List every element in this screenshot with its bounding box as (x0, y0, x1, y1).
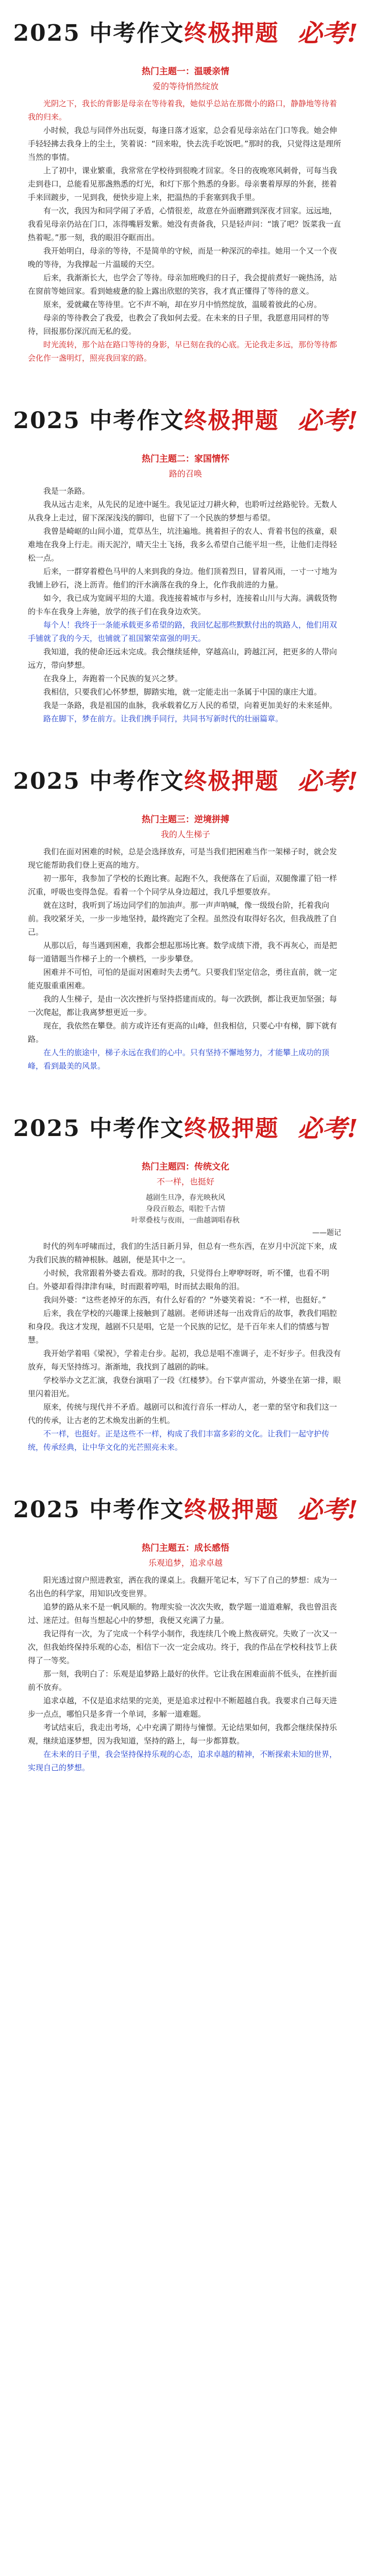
theme-heading: 热门主题三：逆境拼搏 (142, 815, 229, 825)
essay-paragraph: 光阴之下，我长的背影是母亲在等待着我，她似乎总站在那微小的路口，静静地等待着我的归来。 (28, 99, 338, 122)
essay-paragraph: 有一次，我因为和同学闹了矛盾，心情很差，故意在外面磨蹭到深夜才回家。远远地，我看见母亲仍站在门口，冻得嘴唇发紫。她没有责备我，只是轻声问：“饿了吧？饭菜我一直热着呢。”那一刻，我的眼泪夺眶而出。 (28, 206, 341, 242)
banner-title-black: 中考作文 (89, 20, 184, 46)
essay-title: 不一样，也挺好 (156, 1177, 214, 1187)
essay-paragraph: 追梦的路从来不是一帆风顺的。物理实验一次次失败，数学题一道道难解，我也曾沮丧过、迷茫过。但每当想起心中的梦想，我便又充满了力量。 (28, 1602, 338, 1625)
banner-title (13, 762, 279, 795)
essay-title: 爱的等待悄然绽放 (152, 81, 218, 91)
essay-body (28, 1573, 343, 1774)
banner-must: 必考! (297, 19, 358, 48)
essay-paragraph: 我开始明白，母亲的等待，不是简单的守候，而是一种深沉的牵挂。她用一个又一个夜晚的等待，为我撑起一片温暖的天空。 (28, 246, 338, 269)
banner-year: 2025 (13, 768, 81, 794)
essay-paragraph: 我记得有一次，为了完成一个科学小制作，我连续几个晚上熬夜研究。失败了一次又一次，但我始终保持乐观的心态，相信下一次一定会成功。终于，我的作品在学校科技节上获得了一等奖。 (28, 1629, 338, 1665)
essay-paragraph: 后来，一群穿着橙色马甲的人来到我的身边。他们顶着烈日，冒着风雨，一寸一寸地为我铺上砂石，浇上沥青。他们的汗水滴落在我的身上，化作我前进的力量。 (28, 567, 338, 589)
essay-paragraph: 不一样，也挺好。正是这些不一样，构成了我们丰富多彩的文化。让我们一起守护传统，传承经典，让中华文化的光芒照亮未来。 (28, 1429, 330, 1452)
essay-title: 我的人生梯子 (160, 829, 210, 839)
theme-heading: 热门主题四：传统文化 (142, 1162, 229, 1172)
theme-heading: 热门主题二：家国情怀 (142, 454, 229, 464)
theme-heading: 热门主题五：成长感悟 (142, 1543, 229, 1553)
essay-section (0, 1095, 371, 1477)
banner-title-red: 终极押题 (184, 1115, 279, 1142)
essay-paragraph: 我是一条路，我是祖国的血脉，我承载着亿万人民的希望，向着更加美好的未来延伸。 (43, 701, 338, 710)
banner-year: 2025 (13, 20, 81, 46)
essay-paragraph: 小时候，我总与同伴外出玩耍，每逢日落才返家，总会看见母亲站在门口等我。她会伸手轻轻拂去我身上的尘土，笑着说：“回来啦，快去洗手吃饭吧。”那时的我，只觉得这是理所当然的事情。 (28, 126, 342, 162)
banner-title (13, 1110, 279, 1143)
essay-paragraph: 路在脚下，梦在前方。让我们携手同行，共同书写新时代的壮丽篇章。 (43, 714, 283, 723)
essay-paragraph: 初一那年，我参加了学校的长跑比赛。起跑不久，我便落在了后面，双腿像灌了铅一样沉重，呼吸也变得急促。看着一个个同学从身边超过，我几乎想要放弃。 (28, 874, 338, 896)
essay-paragraph: 我的人生梯子，是由一次次挫折与坚持搭建而成的。每一次跌倒，都让我更加坚强；每一次爬起，都让我离梦想更近一步。 (28, 994, 338, 1017)
banner-title-red: 终极押题 (184, 768, 279, 794)
essay-section (0, 748, 371, 1095)
essay-paragraph: 小时候，我常跟着外婆去看戏。那时的我，只觉得台上咿咿呀呀，听不懂，也看不明白。外婆却看得津津有味，时而跟着哼唱，时而拭去眼角的泪。 (28, 1268, 330, 1291)
essay-paragraph: 原来，爱就藏在等待里。它不声不响，却在岁月中悄然绽放，温暖着彼此的心房。 (43, 300, 322, 309)
essay-paragraph: 那一刻，我明白了：乐观是追梦路上最好的伙伴。它让我在困难面前不低头，在挫折面前不放弃。 (28, 1669, 338, 1692)
section-spacer (0, 725, 371, 738)
essay-paragraph: 母亲的等待教会了我爱，也教会了我如何去爱。在未来的日子里，我愿意用同样的等待，回报那份深沉而无私的爱。 (28, 313, 330, 336)
essay-body (28, 1192, 343, 1454)
essay-title: 路的召唤 (168, 469, 202, 479)
banner-title-black: 中考作文 (89, 1115, 184, 1142)
essay-paragraph: 上了初中，课业繁重，我常常在学校待到很晚才回家。冬日的夜晚寒风刺骨，可每当我走到巷口，总能看见那盏熟悉的灯光，和灯下那个熟悉的身影。母亲裹着厚厚的外套，搓着手来回踱步，一见到我，便快步迎上来，把温热的手套塞到我手里。 (28, 166, 338, 202)
section-spacer (0, 1073, 371, 1085)
section-banner (0, 1095, 371, 1157)
epigraph-byline: ——题记 (312, 1229, 341, 1237)
essay-paragraph: 追求卓越，不仅是追求结果的完美，更是追求过程中不断超越自我。我要求自己每天进步一点点，哪怕只是多背一个单词，多解一道难题。 (28, 1696, 338, 1719)
essay-paragraph: 我知道，我的使命还远未完成。我会继续延伸，穿越高山，跨越江河，把更多的人带向远方，带向梦想。 (28, 647, 338, 670)
essay-paragraph: 时光流转，那个站在路口等待的身影，早已刻在我的心底。无论我走多远，那份等待都会化作一盏明灯，照亮我回家的路。 (28, 340, 338, 363)
essay-section (0, 387, 371, 748)
banner-year: 2025 (13, 1497, 81, 1523)
essay-paragraph: 就在这时，我听到了场边同学们的加油声。那一声声呐喊，像一级级台阶，托着我向前。我咬紧牙关，一步一步地坚持，最终跑完了全程。虽然没有取得好名次，但我战胜了自己。 (28, 901, 338, 937)
theme-heading: 热门主题一：温暖亲情 (142, 66, 229, 77)
banner-must: 必考! (297, 767, 358, 796)
essay-paragraph: 在人生的旅途中，梯子永远在我们的心中。只有坚持不懈地努力，才能攀上成功的顶峰，看到最美的风景。 (28, 1048, 330, 1071)
essay-paragraph: 学校举办文艺汇演，我登台演唱了一段《红楼梦》。台下掌声雷动，外婆坐在第一排，眼里闪着泪光。 (28, 1376, 341, 1398)
essay-paragraph: 从那以后，每当遇到困难，我都会想起那场比赛。数学成绩下滑，我不再灰心，而是把每一道错题当作梯子上的一个横档，一步步攀登。 (28, 941, 338, 963)
banner-title-black: 中考作文 (89, 408, 184, 434)
essay-body (28, 845, 343, 1073)
essay-section (0, 1477, 371, 1797)
essay-paragraph: 原来，传统与现代并不矛盾。越剧可以和流行音乐一样动人，老一辈的坚守和我们这一代的传承，让古老的艺术焕发出新的生机。 (28, 1402, 338, 1425)
section-banner (0, 748, 371, 810)
essay-paragraph: 我开始学着唱《梁祝》，学着走台步。起初，我总是唱不准调子，走不好步子。但我没有放弃，每天坚持练习。渐渐地，我找到了越剧的韵味。 (28, 1349, 341, 1371)
section-banner (0, 387, 371, 449)
essay-paragraph: 我们在面对困难的时候，总是会选择放弃，可是当我们把困难当作一架梯子时，就会发现它能帮助我们登上更高的地方。 (28, 847, 338, 870)
essay-paragraph: 如今，我已成为宽阔平坦的大道。我连接着城市与乡村，连接着山川与大海。满载货物的卡车在我身上奔驰，放学的孩子们在我身边欢笑。 (28, 594, 338, 616)
banner-title (13, 402, 279, 435)
essay-paragraph: 我从远古走来，从先民的足迹中诞生。我见证过刀耕火种，也聆听过丝路驼铃。无数人从我身上走过，留下深深浅浅的脚印，也留下了一个民族的梦想与希望。 (28, 500, 338, 522)
banner-title (13, 14, 279, 47)
essay-paragraph: 考试结束后，我走出考场，心中充满了期待与憧憬。无论结果如何，我都会继续保持乐观，继续追逐梦想，因为我知道，坚持的路上，每一步都算数。 (28, 1723, 338, 1745)
essay-paragraph: 后来，我在学校的兴趣课上接触到了越剧。老师讲述每一出戏背后的故事，教我们唱腔和身段。我这才发现，越剧不只是唱，它是一个民族的记忆，是千百年来人们的情感与智慧。 (28, 1309, 338, 1345)
essay-paragraph: 我曾是崎岖的山间小道，荒草丛生，坑洼遍地。挑着担子的农人、背着书包的孩童，艰难地在我身上行走。雨天泥泞，晴天尘土飞扬，我多么希望自己能平坦一些，让他们走得轻松一点。 (28, 527, 338, 563)
essay-paragraph: 后来，我渐渐长大，也学会了等待。母亲加班晚归的日子，我会提前煮好一碗热汤，站在窗前等她回家。看到她疲惫的脸上露出欣慰的笑容，我才真正懂得了等待的意义。 (28, 273, 338, 296)
essay-paragraph: 我问外婆：“这些老掉牙的东西，有什么好看的？”外婆笑着说：“不一样，也挺好。” (43, 1295, 326, 1304)
essay-paragraph: 时代的列车呼啸而过，我们的生活日新月异，但总有一些东西，在岁月中沉淀下来，成为我们民族的精神根脉。越剧，便是其中之一。 (28, 1242, 338, 1264)
section-spacer (0, 365, 371, 377)
section-banner (0, 1477, 371, 1538)
essay-body (28, 97, 343, 365)
essay-paragraph: 我相信，只要我们心怀梦想，脚踏实地，就一定能走出一条属于中国的康庄大道。 (43, 687, 322, 697)
banner-title-red: 终极押题 (184, 20, 279, 46)
essay-paragraph: 每个人！我终于一条能承载更多希望的路，我回忆起那些默默付出的筑路人，他们用双手铺就了我的今天，也铺就了祖国繁荣富强的明天。 (28, 620, 338, 643)
banner-must: 必考! (297, 1495, 358, 1524)
essay-paragraph: 在未来的日子里，我会坚持保持乐观的心态，追求卓越的精神，不断探索未知的世界，实现自己的梦想。 (28, 1750, 338, 1772)
poem-line: 叶翠叠枝与夜雨，一曲越调唱春秋 (131, 1216, 240, 1225)
essay-paragraph: 在我身上，奔跑着一个民族的复兴之梦。 (43, 674, 183, 683)
banner-year: 2025 (13, 408, 81, 434)
essay-title: 乐观追梦，追求卓越 (148, 1558, 223, 1568)
banner-year: 2025 (13, 1115, 81, 1142)
essay-paragraph: 现在，我依然在攀登。前方或许还有更高的山峰，但我相信，只要心中有梯，脚下就有路。 (28, 1021, 338, 1044)
banner-must: 必考! (297, 406, 358, 435)
essay-section (0, 0, 371, 387)
poem-line: 身段百般态，唱腔千古情 (146, 1205, 225, 1213)
section-spacer (0, 1454, 371, 1466)
banner-title-black: 中考作文 (89, 768, 184, 794)
banner-must: 必考! (297, 1114, 358, 1143)
banner-title-red: 终极押题 (184, 1497, 279, 1523)
essay-body (28, 484, 343, 725)
banner-title-black: 中考作文 (89, 1497, 184, 1523)
section-banner (0, 0, 371, 62)
banner-title (13, 1491, 279, 1524)
essay-paragraph: 我是一条路。 (43, 486, 90, 496)
essay-paragraph: 阳光透过窗户照进教室，洒在我的课桌上。我翻开笔记本，写下了自己的梦想：成为一名出色的科学家，用知识改变世界。 (28, 1575, 338, 1598)
section-spacer (0, 1774, 371, 1787)
essay-paragraph: 困难并不可怕，可怕的是面对困难时失去勇气。只要我们坚定信念，勇往直前，就一定能克服重重困难。 (28, 968, 338, 990)
poem-line: 越剧生旦净，春光映秋风 (146, 1194, 225, 1202)
banner-title-red: 终极押题 (184, 408, 279, 434)
